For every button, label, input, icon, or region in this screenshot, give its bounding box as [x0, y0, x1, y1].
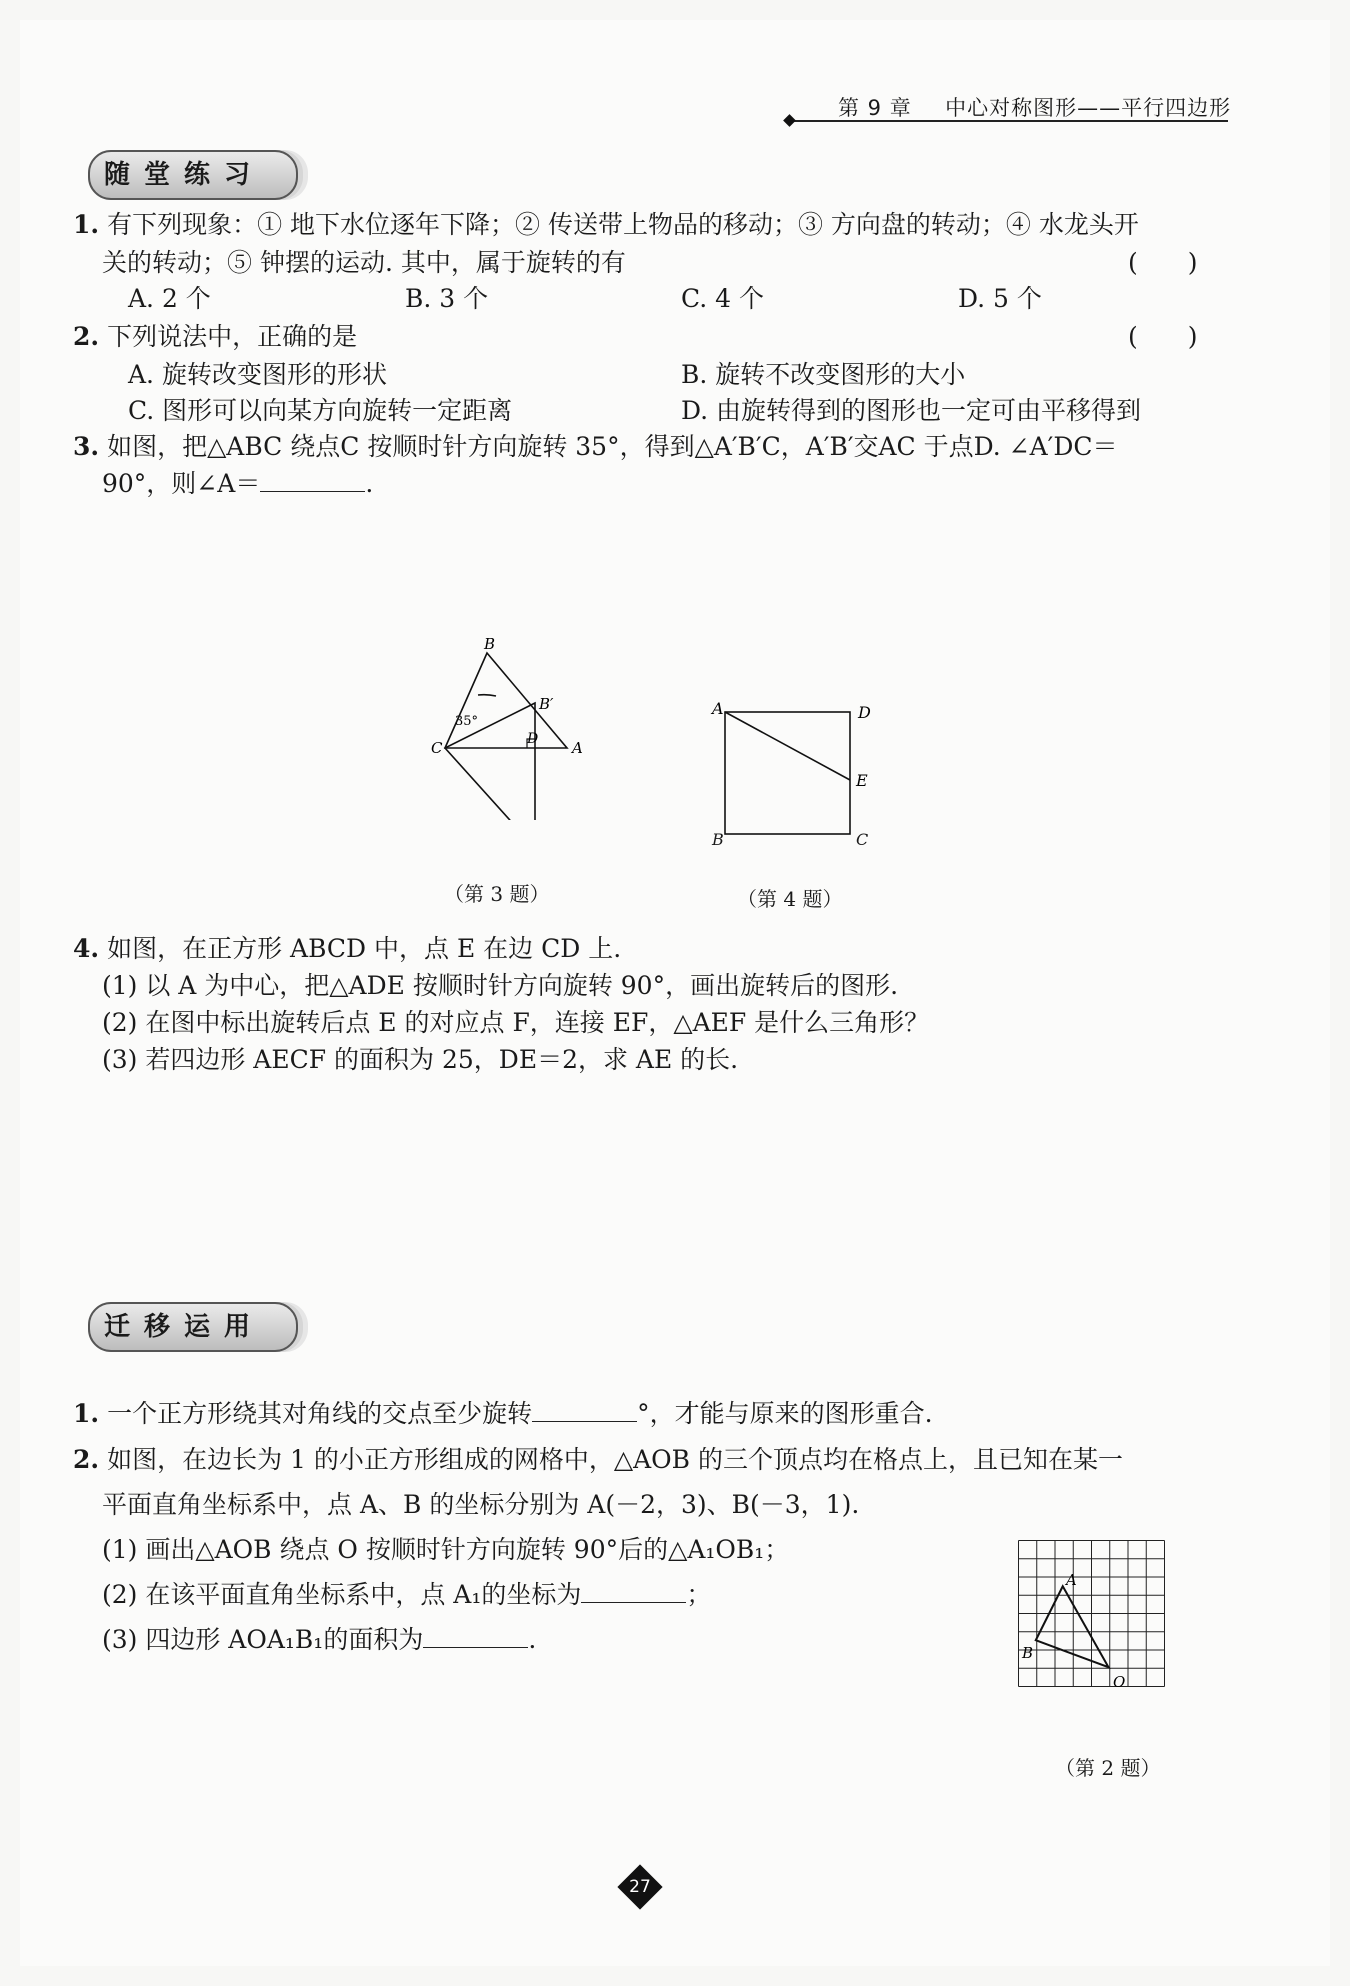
header-rule — [790, 120, 1228, 122]
s2-q1-number: 1. — [73, 1399, 100, 1428]
s2-q2-text-line1: 如图，在边长为 1 的小正方形组成的网格中，△AOB 的三个顶点均在格点上，且已知在某一 — [107, 1445, 1123, 1474]
q3-line2 — [102, 467, 373, 501]
q3-number: 3. — [73, 432, 100, 461]
label-o: O — [1113, 1673, 1126, 1691]
q3-text-line1: 如图，把△ABC 绕点C 按顺时针方向旋转 35°，得到△A′B′C，A′B′交AC 于点D. ∠A′DC＝ — [107, 432, 1118, 461]
s2-q2-line1 — [73, 1443, 1123, 1477]
q1-option-c: C. 4 个 — [681, 284, 764, 313]
angle-arc — [478, 695, 496, 696]
segment-ae — [725, 712, 850, 780]
q4-sub-1: (1) 以 A 为中心，把△ADE 按顺时针方向旋转 90°，画出旋转后的图形. — [102, 971, 899, 1000]
q1-line1 — [73, 208, 1139, 242]
q4-line — [73, 932, 621, 966]
q2-option-a: A. 旋转改变图形的形状 — [128, 360, 387, 389]
label-b: B — [484, 635, 496, 653]
q1-option-a: A. 2 个 — [128, 284, 211, 313]
grid-figure — [1018, 1540, 1223, 1745]
s2-q1-answer-blank[interactable] — [532, 1399, 637, 1422]
label-a: A — [572, 739, 583, 757]
q3-answer-blank[interactable] — [260, 469, 365, 492]
s2-q2-a1-coordinate-blank[interactable] — [581, 1580, 686, 1603]
label-c: C — [431, 739, 443, 757]
figure-4-bottom-labels — [710, 830, 890, 860]
q4-text: 如图，在正方形 ABCD 中，点 E 在边 CD 上. — [107, 934, 622, 963]
grid-figure-caption: （第 2 题） — [1055, 1756, 1161, 1780]
label-a: A — [1066, 1571, 1077, 1589]
s2-q1-text-end: °，才能与原来的图形重合. — [637, 1399, 933, 1428]
q3-text-line2: 90°，则∠A＝ — [102, 469, 261, 498]
s2-q2-sub2-end: ； — [686, 1580, 712, 1609]
label-d: D — [527, 731, 539, 747]
square-abcd — [725, 712, 850, 834]
header-diamond-icon — [783, 114, 796, 127]
chapter-number: 第 9 章 — [838, 96, 912, 120]
label-a: A — [712, 700, 724, 718]
grid-lines — [1019, 1541, 1165, 1687]
figure-4-square — [710, 700, 890, 835]
q1-answer-bracket: ( ) — [1128, 248, 1198, 277]
q2-option-b: B. 旋转不改变图形的大小 — [681, 360, 966, 389]
s2-q2-area-blank[interactable] — [423, 1625, 528, 1648]
q2-text: 下列说法中，正确的是 — [107, 322, 358, 351]
label-c: C — [856, 830, 869, 849]
label-d: D — [858, 703, 871, 722]
q2-number: 2. — [73, 322, 100, 351]
q3-line1 — [73, 430, 1118, 464]
s2-q1-text: 一个正方形绕其对角线的交点至少旋转 — [107, 1399, 533, 1428]
chapter-title: 中心对称图形——平行四边形 — [945, 96, 1232, 120]
figure-3-rotated-triangles — [425, 635, 600, 820]
label-b: B — [712, 830, 724, 849]
q3-text-end: . — [365, 469, 374, 498]
page-number-badge — [615, 1862, 665, 1912]
figure-3-caption: （第 3 题） — [444, 882, 550, 906]
triangle-aob — [1036, 1586, 1109, 1667]
figure-4-caption: （第 4 题） — [737, 887, 843, 911]
s2-q2-number: 2. — [73, 1445, 100, 1474]
section-label-application: 迁移运用 — [88, 1302, 298, 1352]
q2-option-d: D. 由旋转得到的图形也一定可由平移得到 — [681, 396, 1142, 425]
q4-sub-3: (3) 若四边形 AECF 的面积为 25，DE＝2，求 AE 的长. — [102, 1045, 739, 1074]
section-label-practice: 随堂练习 — [88, 150, 298, 200]
label-b: B — [1022, 1644, 1034, 1662]
chapter-header — [838, 92, 1231, 122]
s2-q2-sub-1: (1) 画出△AOB 绕点 O 按顺时针方向旋转 90°后的△A₁OB₁； — [102, 1535, 790, 1564]
q1-option-d: D. 5 个 — [958, 284, 1042, 313]
q1-option-b: B. 3 个 — [405, 284, 489, 313]
s2-q2-sub2-text: (2) 在该平面直角坐标系中，点 A₁的坐标为 — [102, 1580, 582, 1609]
s2-q2-sub3-text: (3) 四边形 AOA₁B₁的面积为 — [102, 1625, 424, 1654]
q2-option-c: C. 图形可以向某方向旋转一定距离 — [128, 396, 513, 425]
page-number: 27 — [629, 1877, 651, 1897]
q4-sub-2: (2) 在图中标出旋转后点 E 的对应点 F，连接 EF，△AEF 是什么三角形？ — [102, 1008, 930, 1037]
angle-35-label: 35° — [455, 714, 479, 729]
q2-answer-bracket: ( ) — [1128, 322, 1198, 351]
label-e: E — [856, 771, 868, 790]
q1-text-line1: 有下列现象：① 地下水位逐年下降；② 传送带上物品的移动；③ 方向盘的转动；④ 水龙头开 — [107, 210, 1139, 239]
q2-line — [73, 320, 357, 354]
page — [20, 20, 1330, 1966]
q4-number: 4. — [73, 934, 100, 963]
s2-q1-line — [73, 1397, 933, 1431]
s2-q2-sub3-end: . — [528, 1625, 537, 1654]
q1-number: 1. — [73, 210, 100, 239]
s2-q2-sub-2 — [102, 1578, 711, 1612]
s2-q2-text-line2: 平面直角坐标系中，点 A、B 的坐标分别为 A(－2，3)、B(－3，1). — [102, 1490, 860, 1519]
q1-text-line2: 关的转动；⑤ 钟摆的运动. 其中，属于旋转的有 — [102, 248, 626, 277]
s2-q2-sub-3 — [102, 1623, 536, 1657]
label-b-prime: B′ — [539, 695, 554, 713]
